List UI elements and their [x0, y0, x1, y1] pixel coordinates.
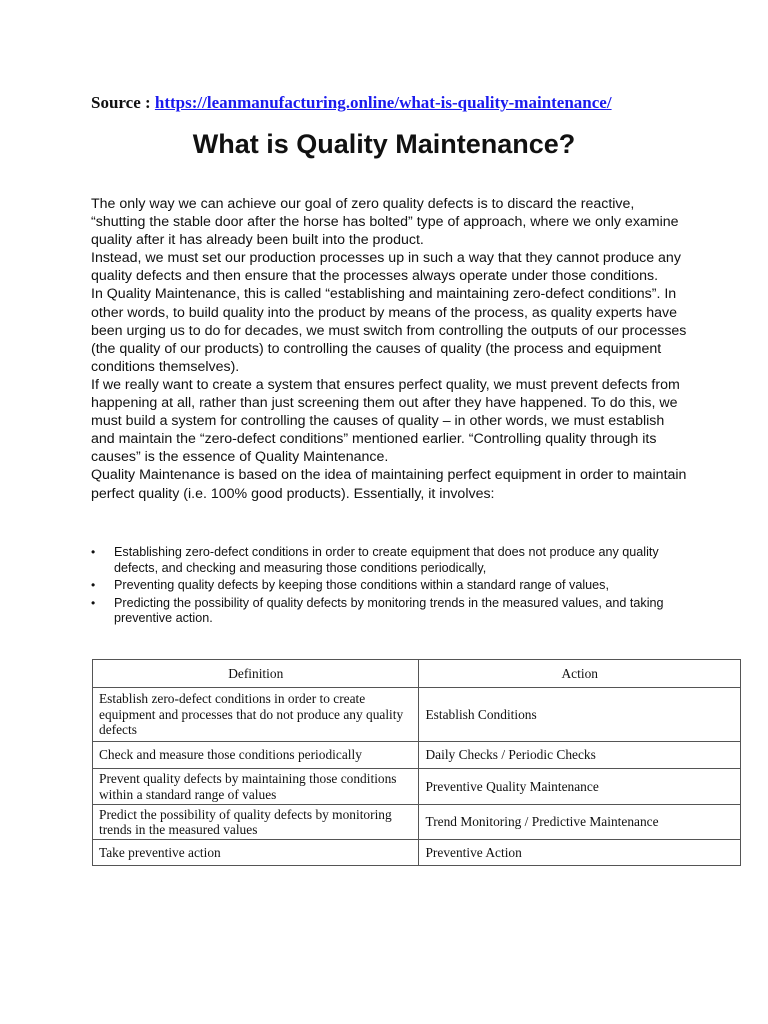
source-line	[91, 93, 612, 113]
action-cell: Preventive Quality Maintenance	[419, 769, 741, 805]
definition-action-table	[92, 659, 741, 866]
action-cell: Trend Monitoring / Predictive Maintenance	[419, 805, 741, 840]
column-header-action: Action	[419, 660, 741, 688]
paragraph: In Quality Maintenance, this is called “establishing and maintaining zero-defect conditions”. In other words, to build quality into the product by means of the process, as quality experts have been urging us to do for decades, we must switch from controlling the outputs of our processes (the quality of our products) to controlling the causes of quality (the process and equipment conditions themselves).	[91, 286, 687, 375]
list-item-text: Predicting the possibility of quality defects by monitoring trends in the measured values, and taking preventive action.	[114, 595, 664, 626]
list-item-text: Establishing zero-defect conditions in order to create equipment that does not produce any quality defects, and checking and measuring those conditions periodically,	[114, 545, 659, 575]
action-cell: Preventive Action	[419, 840, 741, 866]
list-item	[91, 545, 691, 576]
bullet-icon: •	[91, 595, 96, 610]
source-link[interactable]: https://leanmanufacturing.online/what-is-quality-maintenance/	[154, 93, 612, 112]
definition-cell: Predict the possibility of quality defects by monitoring trends in the measured values	[93, 805, 419, 840]
action-cell: Daily Checks / Periodic Checks	[419, 742, 741, 769]
paragraph: Quality Maintenance is based on the idea of maintaining perfect equipment in order to maintain perfect quality (i.e. 100% good products). Essentially, it involves:	[91, 467, 687, 502]
paragraph: The only way we can achieve our goal of zero quality defects is to discard the reactive, “shutting the stable door after the horse has bolted” type of approach, where we only examine quality after it has already been built into the product.	[91, 196, 679, 249]
list-item-text: Preventing quality defects by keeping those conditions within a standard range of values,	[114, 578, 609, 593]
column-header-definition: Definition	[93, 660, 419, 688]
definition-cell: Prevent quality defects by maintaining those conditions within a standard range of values	[93, 769, 419, 805]
table-row	[93, 688, 741, 742]
table-row	[93, 769, 741, 805]
bullet-list	[91, 545, 691, 629]
paragraph: Instead, we must set our production processes up in such a way that they cannot produce any quality defects and then ensure that the processes always operate under those conditions.	[91, 250, 681, 285]
table-row	[93, 742, 741, 769]
table-row	[93, 805, 741, 840]
table-row	[93, 840, 741, 866]
body-text	[91, 195, 691, 503]
definition-cell: Check and measure those conditions periodically	[93, 742, 419, 769]
definition-cell: Take preventive action	[93, 840, 419, 866]
source-label: Source :	[91, 93, 155, 112]
list-item	[91, 596, 691, 627]
table-header-row	[93, 660, 741, 688]
paragraph: If we really want to create a system that ensures perfect quality, we must prevent defects from happening at all, rather than just screening them out after they have happened. To do this, we must build a system for controlling the causes of quality – in other words, we must establish and maintain the “zero-defect conditions” mentioned earlier. “Controlling quality through its causes” is the essence of Quality Maintenance.	[91, 376, 680, 466]
page-title: What is Quality Maintenance?	[192, 129, 576, 159]
list-item	[91, 578, 691, 594]
bullet-icon: •	[91, 545, 96, 559]
bullet-icon: •	[91, 578, 96, 593]
action-cell: Establish Conditions	[419, 688, 741, 742]
definition-cell: Establish zero-defect conditions in order to create equipment and processes that do not produce any quality defects	[93, 688, 419, 742]
